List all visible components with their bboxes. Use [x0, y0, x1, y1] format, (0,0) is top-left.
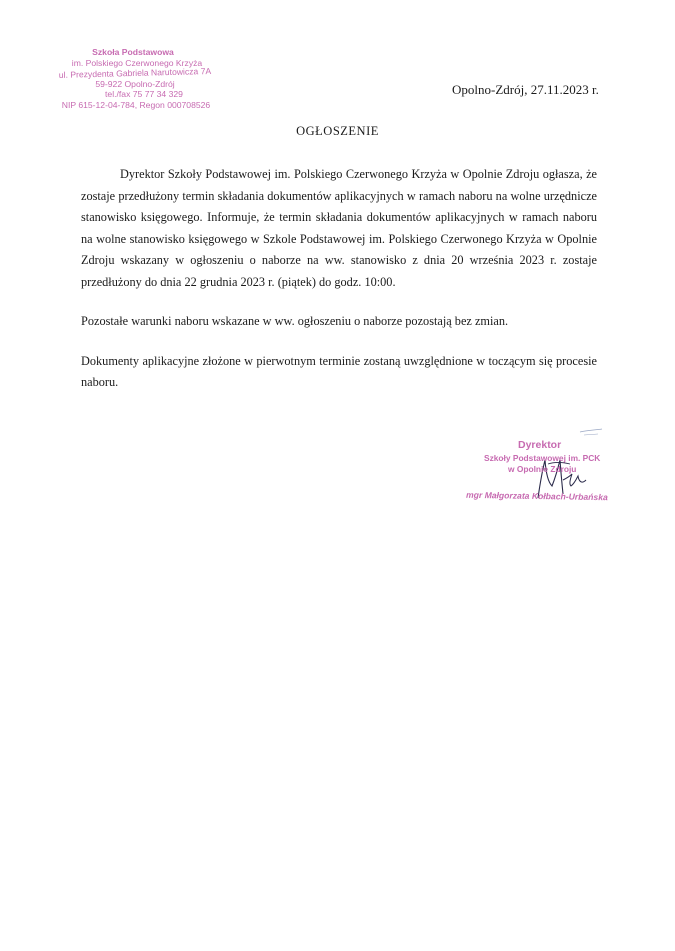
stamp-line-ids: NIP 615-12-04-784, Regon 000708526 — [61, 99, 211, 110]
document-title: OGŁOSZENIE — [296, 124, 379, 138]
signature-title: Dyrektor — [518, 439, 562, 451]
stamp-line-school: Szkoła Podstawowa — [92, 47, 174, 57]
paragraph-announcement: Dyrektor Szkoły Podstawowej im. Polskiego Czerwonego Krzyża w Opolnie Zdroju ogłasza, że zostaje przedłużony termin składania dokumentów aplikacyjnych w ramach naboru na wolne urzędnicze stanowisko księgowego. Informuje, że termin składania dokumentów aplikacyjnych w ramach naboru na wolne stanowisko księgowego w Szkole Podstawowej im. Polskiego Czerwonego Krzyża w Opolnie Zdroju wskazany w ogłoszeniu o naborze na ww. stanowisko z dnia 20 września 2023 r. zostaje przedłużony do dnia 22 grudnia 2023 r. (piątek) do godz. 10:00. — [81, 167, 597, 289]
school-stamp — [38, 47, 228, 110]
director-signature-stamp — [466, 424, 626, 514]
paragraph-conditions: Pozostałe warunki naboru wskazane w ww. ogłoszeniu o naborze pozostają bez zmian. — [81, 314, 509, 328]
document-body — [81, 164, 597, 394]
signature-school: Szkoły Podstawowej im. PCK — [484, 453, 601, 463]
stamp-line-patron: im. Polskiego Czerwonego Krzyża — [71, 57, 203, 68]
stamp-line-city: 59-922 Opolno-Zdrój — [95, 78, 175, 89]
stamp-line-phone: tel./fax 75 77 34 329 — [105, 89, 183, 99]
signature-name: mgr Małgorzata Kołbach-Urbańska — [465, 489, 608, 503]
paragraph-documents: Dokumenty aplikacyjne złożone w pierwotnym terminie zostaną uwzględnione w toczącym się procesie naboru. — [81, 353, 597, 389]
signature-city: w Opolnie Zdroju — [508, 464, 577, 474]
stamp-line-street: ul. Prezydenta Gabriela Narutowicza 7A — [58, 65, 212, 80]
document-date: Opolno-Zdrój, 27.11.2023 r. — [452, 82, 599, 97]
